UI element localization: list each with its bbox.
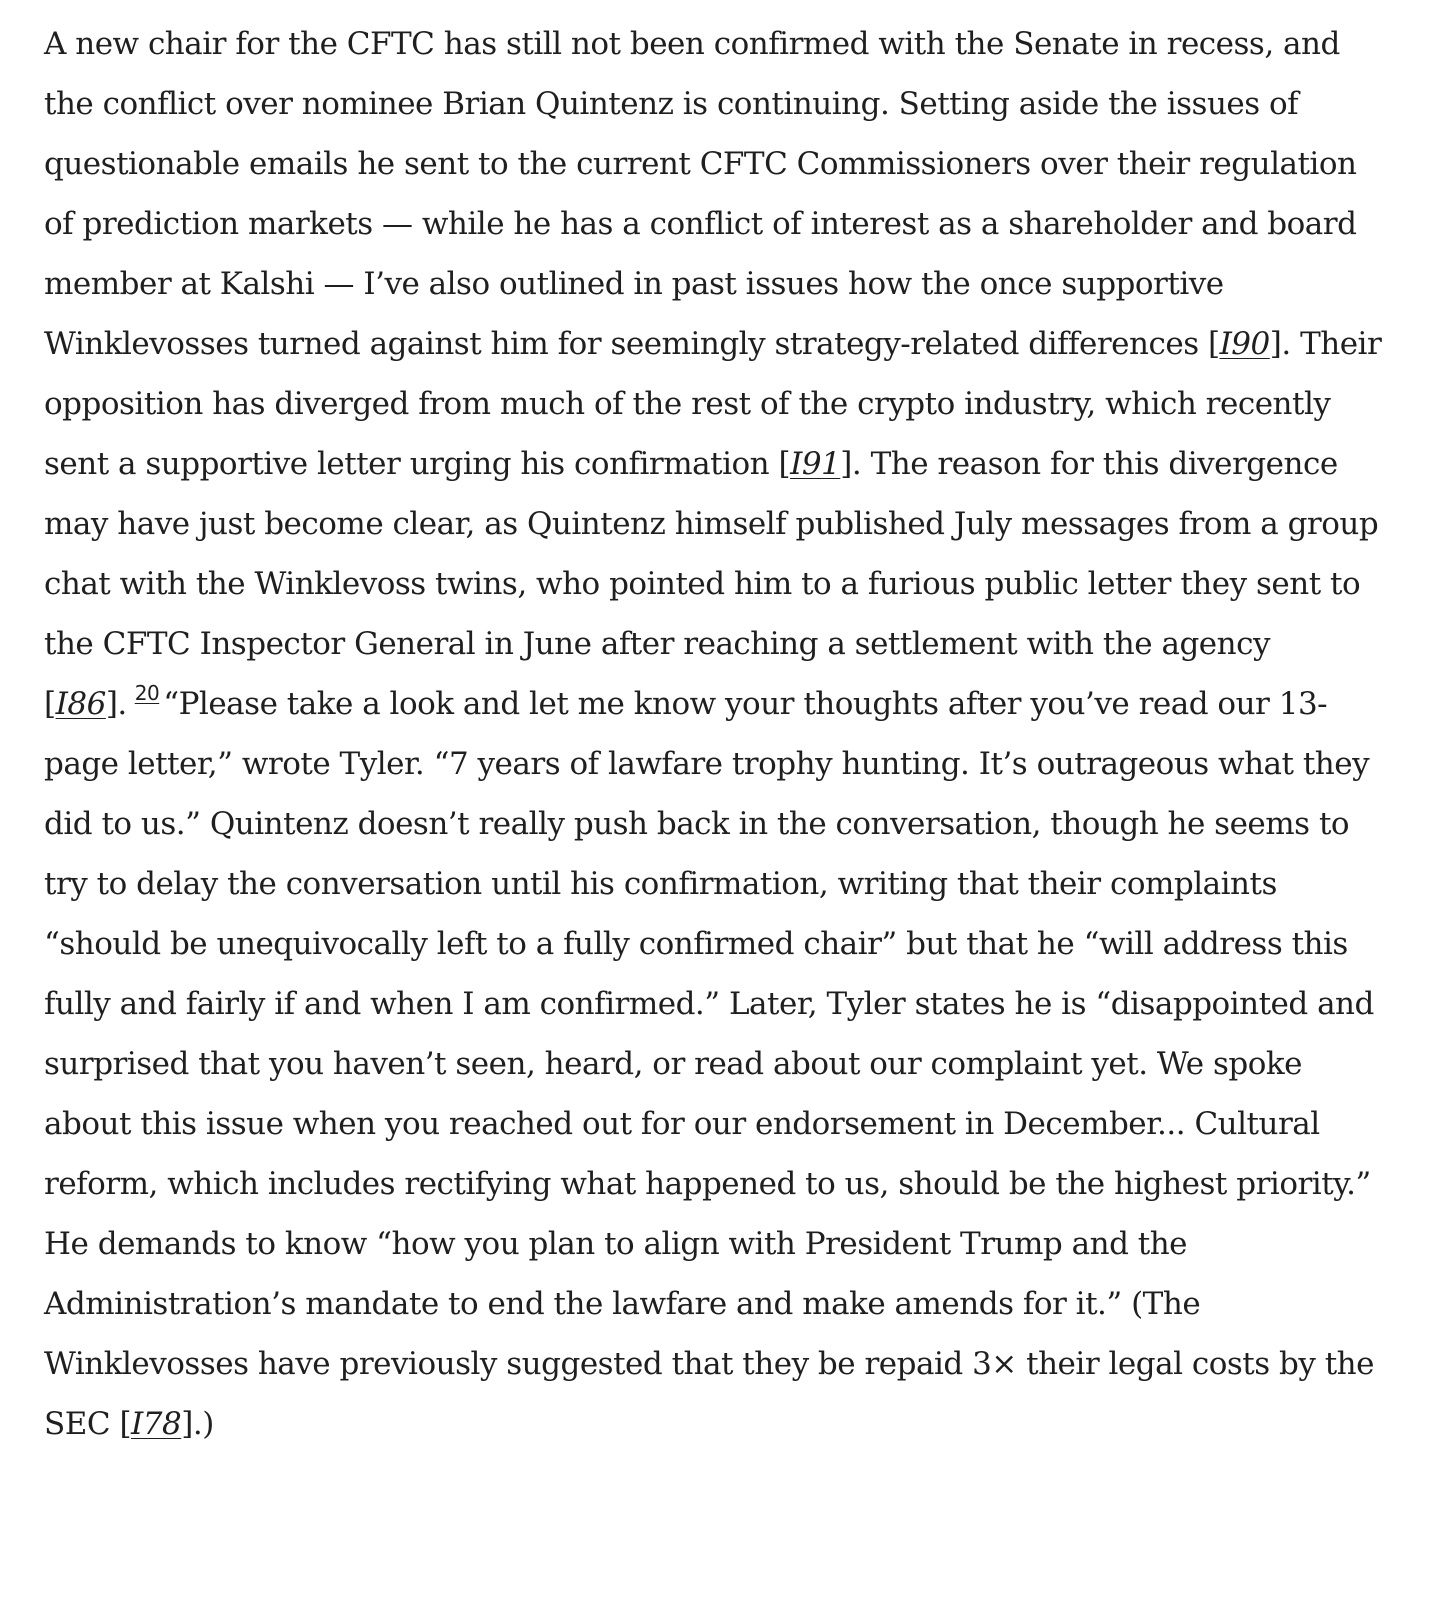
footnote-link[interactable]: 20 (134, 681, 160, 705)
issue-reference-link[interactable]: I90 (1219, 326, 1270, 362)
paragraph-text: ]. (105, 686, 127, 722)
issue-reference-link[interactable]: I78 (131, 1406, 182, 1442)
paragraph-text: ].) (181, 1406, 214, 1442)
paragraph-text: ]. Their opposition has diverged from much of the rest of the crypto industry, which recently sent a supportive letter urging his confirmation [ (44, 326, 1382, 482)
issue-reference-link[interactable]: I86 (55, 686, 106, 722)
paragraph-text: “Please take a look and let me know your thoughts after you’ve read our 13-page letter,” wrote Tyler. “7 years of lawfare trophy hunting. It’s outrageous what they did to us.” Quintenz doesn’t really push back in the conversation, though he seems to try to delay the conversation until his confirmation, writing that their complaints “should be unequivocally left to a fully confirmed chair” but that he “will address this fully and fairly if and when I am confirmed.” Later, Tyler states he is “disappointed and surprised that you haven’t seen, heard, or read about our complaint yet. We spoke about this issue when you reached out for our endorsement in December... Cultural reform, which includes rectifying what happened to us, should be the highest priority.” He demands to know “how you plan to align with President Trump and the Administration’s mandate to end the lawfare and make amends for it.” (The Winklevosses have previously suggested that they be repaid 3× their legal costs by the SEC [ (44, 686, 1374, 1442)
paragraph-text: A new chair for the CFTC has still not been confirmed with the Senate in recess, and the conflict over nominee Brian Quintenz is continuing. Setting aside the issues of questionable emails he sent to the current CFTC Commissioners over their regulation of prediction markets — while he has a conflict of interest as a shareholder and board member at Kalshi — I’ve also outlined in past issues how the once supportive Winklevosses turned against him for seemingly strategy-related differences [ (44, 26, 1357, 362)
paragraph-text: ]. The reason for this divergence may have just become clear, as Quintenz himself published July messages from a group chat with the Winklevoss twins, who pointed him to a furious public letter they sent to the CFTC Inspector General in June after reaching a settlement with the agency [ (44, 446, 1379, 722)
issue-reference-link[interactable]: I91 (790, 446, 841, 482)
article-paragraph (44, 14, 1394, 1454)
